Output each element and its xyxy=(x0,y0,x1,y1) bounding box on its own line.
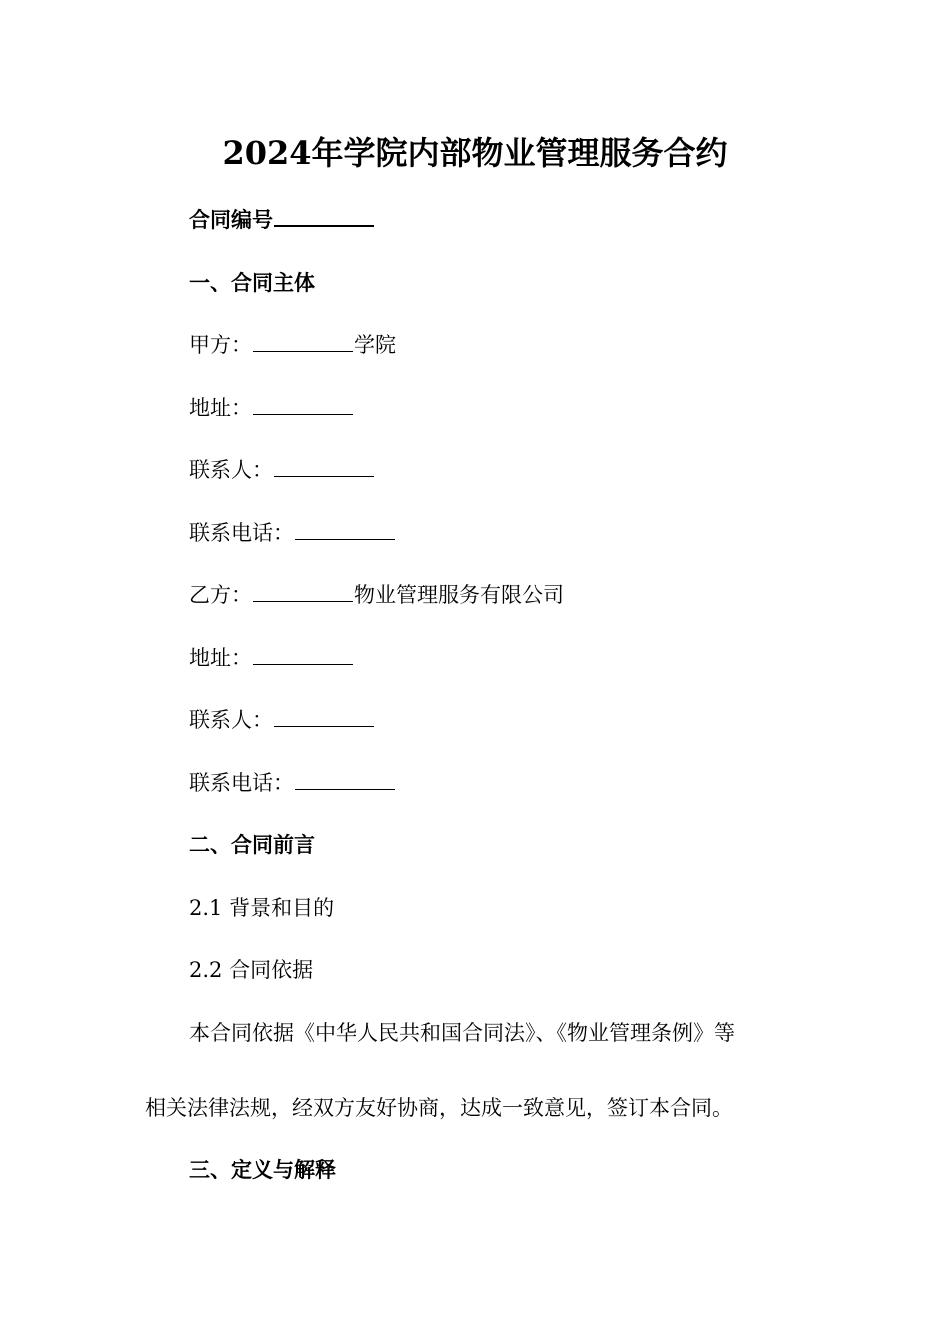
party-a-contact-blank xyxy=(274,456,374,477)
party-a-suffix: 学院 xyxy=(354,333,396,357)
party-a-phone-blank xyxy=(295,519,395,540)
party-a-label: 甲方： xyxy=(189,333,252,357)
section-heading-3: 三、定义与解释 xyxy=(189,1157,336,1182)
party-b-address-label: 地址： xyxy=(189,646,252,670)
party-a-phone-label: 联系电话： xyxy=(189,521,294,545)
document-title: 2024年学院内部物业管理服务合约 xyxy=(222,134,728,172)
party-a-address-line xyxy=(189,392,354,424)
party-b-phone-blank xyxy=(295,769,395,790)
preface-item-1: 2.1 背景和目的 xyxy=(189,896,335,920)
party-b-contact-line xyxy=(189,704,375,736)
contract-number-blank xyxy=(274,205,374,227)
party-b-label: 乙方： xyxy=(189,583,252,607)
party-b-contact-blank xyxy=(274,706,374,727)
preface-paragraph-line-2: 相关法律法规，经双方友好协商，达成一致意见，签订本合同。 xyxy=(145,1096,733,1120)
party-a-address-blank xyxy=(253,394,353,415)
party-a-blank xyxy=(253,331,353,352)
party-b-address-line xyxy=(189,642,354,674)
party-a-contact-line xyxy=(189,454,375,486)
section-heading-1: 一、合同主体 xyxy=(189,270,315,295)
party-a-phone-line xyxy=(189,517,396,549)
party-b-phone-line xyxy=(189,767,396,799)
party-a-contact-label: 联系人： xyxy=(189,458,273,482)
party-b-address-blank xyxy=(253,644,353,665)
party-b-contact-label: 联系人： xyxy=(189,708,273,732)
contract-number-label: 合同编号 xyxy=(189,207,273,232)
party-b-blank xyxy=(253,581,353,602)
party-a-address-label: 地址： xyxy=(189,396,252,420)
section-heading-2: 二、合同前言 xyxy=(189,832,315,857)
contract-number-line xyxy=(189,204,375,236)
preface-item-2: 2.2 合同依据 xyxy=(189,958,314,982)
party-b-phone-label: 联系电话： xyxy=(189,771,294,795)
party-b-line xyxy=(189,579,564,611)
preface-paragraph-line-1: 本合同依据《中华人民共和国合同法》、《物业管理条例》等 xyxy=(189,1021,735,1045)
party-a-line xyxy=(189,329,396,361)
party-b-suffix: 物业管理服务有限公司 xyxy=(354,583,564,607)
